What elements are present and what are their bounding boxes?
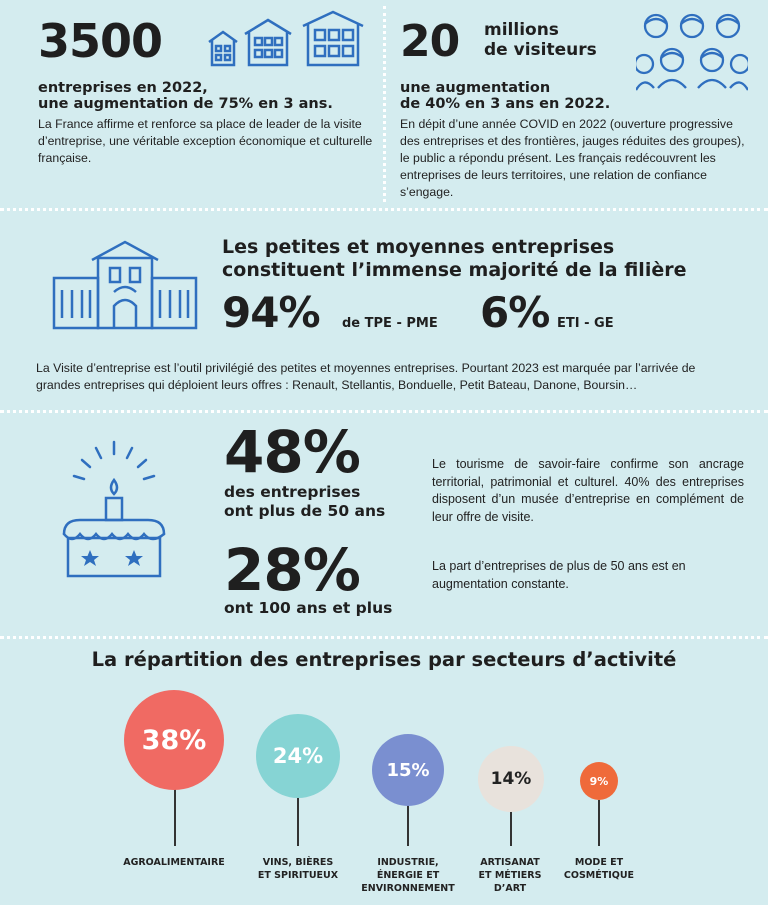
visitors-unit: [484, 20, 597, 60]
age-label-1-line2: ont plus de 50 ans: [224, 502, 386, 520]
sector-circle-artisanat: [478, 746, 544, 812]
enterprises-headline: [38, 80, 378, 112]
divider: [0, 208, 768, 211]
sector-label-line: ENVIRONNEMENT: [361, 883, 455, 894]
divider: [383, 6, 386, 202]
age-label-1-line1: des entreprises: [224, 483, 361, 501]
age-pct-2: 28%: [224, 536, 360, 604]
enterprises-headline-line1: entreprises en 2022,: [38, 80, 208, 96]
sector-label-agroalimentaire: [104, 856, 244, 869]
building-icon: [52, 238, 198, 330]
sectors-title: La répartition des entreprises par secteurs d’activité: [91, 648, 677, 671]
sector-circle-mode: [580, 762, 618, 800]
sector-value: 9%: [589, 774, 609, 788]
age-label-1: [224, 483, 385, 521]
visitors-body: En dépit d’une année COVID en 2022 (ouverture progressive des entreprises et des frontières, jauges réduites des groupes), le public a répondu présent. Les français redécouvrent les entreprises de leurs territoires, une relation de confiance s’engage.: [400, 117, 745, 199]
sector-circle-industrie: [372, 734, 444, 806]
sector-label-line: D’ART: [493, 883, 527, 894]
visitors-unit-line2: de visiteurs: [484, 40, 597, 60]
sector-label-line: ÉNERGIE ET: [376, 870, 440, 881]
sector-label-line: ET MÉTIERS: [478, 870, 542, 881]
sector-label-line: ARTISANAT: [480, 857, 540, 868]
sector-stem: [598, 800, 600, 846]
age-pct-1: 48%: [224, 418, 360, 486]
age-label-2: ont 100 ans et plus: [224, 599, 393, 617]
houses-icon: [205, 10, 365, 70]
sector-circle-vins: [256, 714, 340, 798]
enterprises-body: La France affirme et renforce sa place de leader de la visite d’entreprise, une véritable exception économique et culturelle française.: [38, 117, 373, 165]
sector-value: 38%: [141, 724, 207, 756]
visitors-headline-line1: une augmentation: [400, 80, 551, 96]
sme-title-line2: constituent l’immense majorité de la filière: [222, 259, 687, 281]
sector-label-line: AGROALIMENTAIRE: [123, 857, 225, 868]
visitors-headline-line2: de 40% en 3 ans en 2022.: [400, 96, 611, 112]
sme-title: [222, 236, 686, 282]
sme-pct-1: 94%: [222, 288, 320, 337]
sme-title-line1: Les petites et moyennes entreprises: [222, 236, 615, 258]
sector-label-line: MODE ET: [574, 857, 624, 868]
sector-label-mode: [554, 856, 644, 882]
sector-label-artisanat: [460, 856, 560, 895]
sector-label-line: VINS, BIÈRES: [262, 857, 334, 868]
birthday-cake-icon: [58, 438, 178, 588]
sector-label-line: INDUSTRIE,: [377, 857, 439, 868]
visitors-count: 20: [400, 16, 460, 67]
divider: [0, 410, 768, 413]
sector-value: 15%: [386, 759, 430, 781]
sector-label-industrie: [348, 856, 468, 895]
sector-label-vins: [238, 856, 358, 882]
sector-label-line: COSMÉTIQUE: [563, 870, 635, 881]
visitors-unit-line1: millions: [484, 20, 559, 40]
age-body-1: Le tourisme de savoir-faire confirme son ancrage territorial, patrimonial et culturel. 40% des entreprises disposent d’un musée d’entreprise en complément de leur offre de visite.: [432, 457, 744, 524]
sector-value: 24%: [272, 744, 324, 768]
sme-pct-2: 6%: [480, 288, 550, 337]
sme-label-1: de TPE - PME: [342, 316, 438, 331]
sector-label-line: ET SPIRITUEUX: [257, 870, 339, 881]
enterprises-count: 3500: [38, 14, 163, 68]
sector-value: 14%: [490, 769, 532, 789]
sector-circle-agroalimentaire: [124, 690, 224, 790]
divider: [0, 636, 768, 639]
age-body-2: La part d’entreprises de plus de 50 ans est en augmentation constante.: [432, 559, 686, 591]
enterprises-headline-line2: une augmentation de 75% en 3 ans.: [38, 96, 333, 112]
sme-label-2: ETI - GE: [557, 316, 614, 331]
sme-body: La Visite d’entreprise est l’outil privilégié des petites et moyennes entreprises. Pourtant 2023 est marquée par l’arrivée de grandes entreprises qui déploient leurs offres : Renault, Stellantis, Bonduelle, Petit Bateau, Danone, Boursin…: [36, 361, 696, 392]
visitors-headline: [400, 80, 740, 112]
